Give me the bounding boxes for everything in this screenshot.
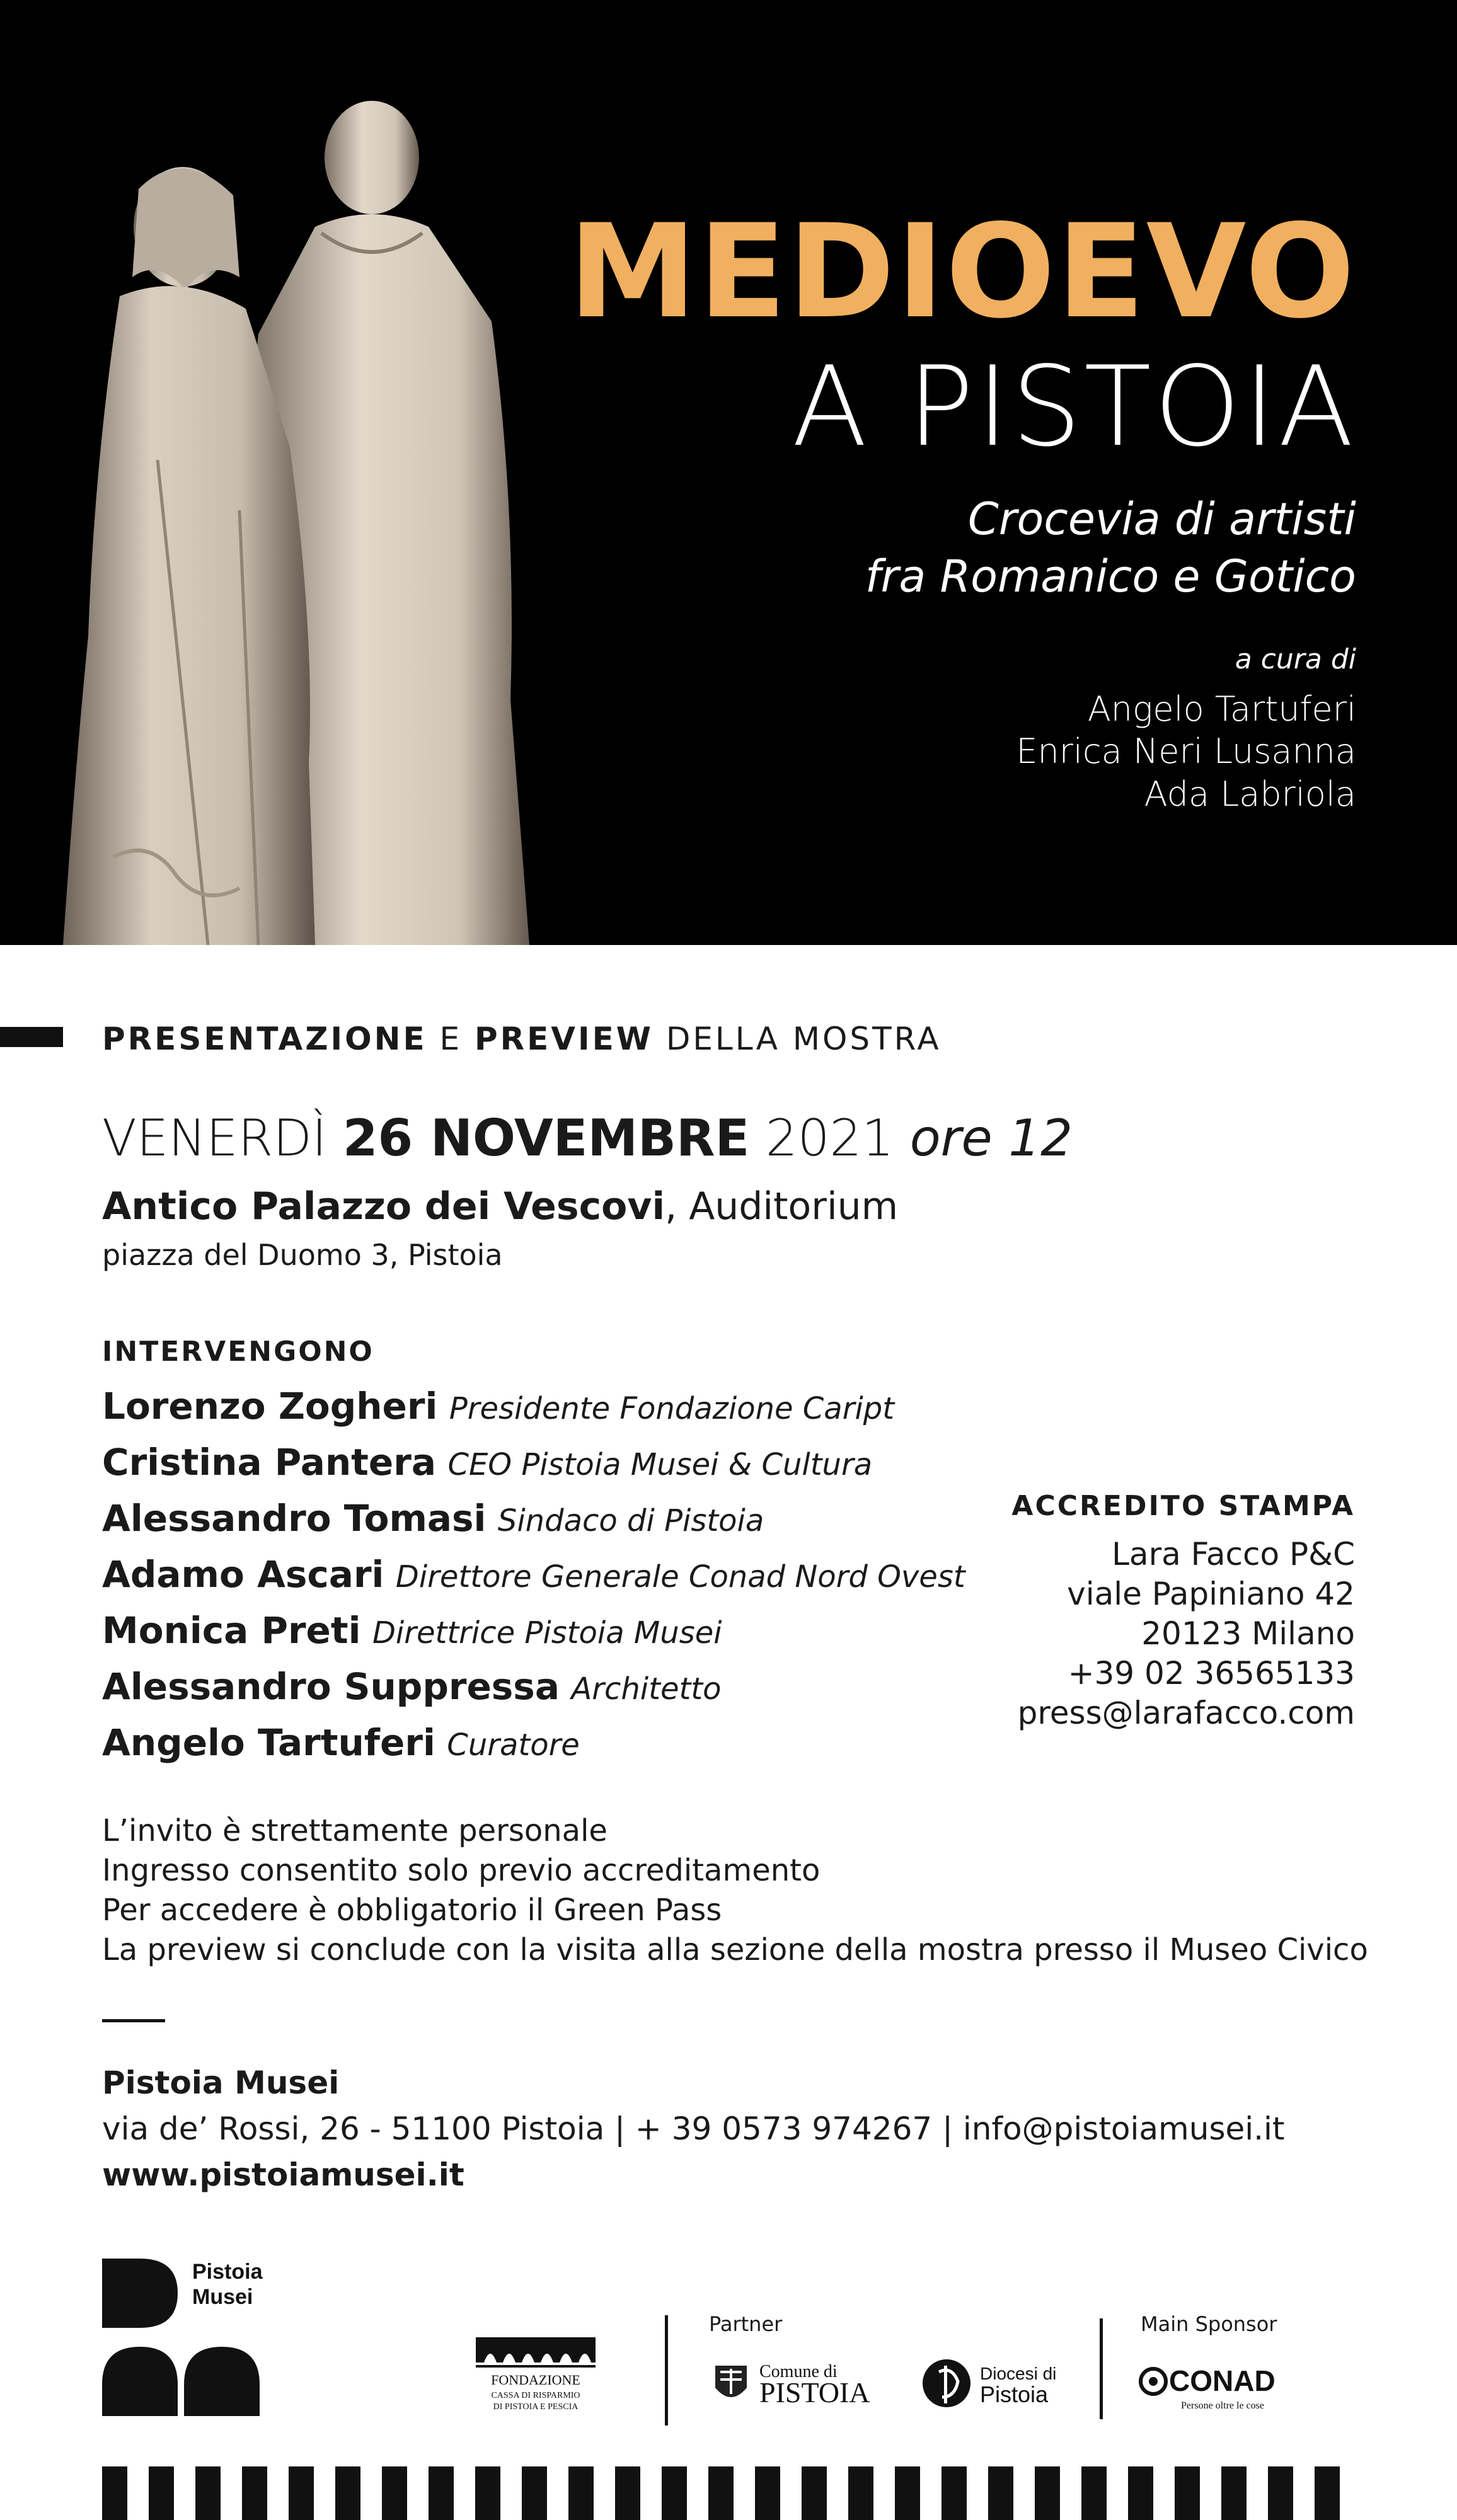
exhibition-title-line2: A PISTOIA <box>792 343 1356 471</box>
stripe <box>1128 2466 1153 2520</box>
press-email-link[interactable]: press@larafacco.com <box>1017 1695 1355 1731</box>
organizer-name: Pistoia Musei <box>102 2065 340 2101</box>
event-date <box>102 1109 1073 1167</box>
stripe <box>195 2466 221 2520</box>
event-year: 2021 <box>749 1109 910 1167</box>
stripe <box>475 2466 500 2520</box>
subtitle-line1: Crocevia di artisti <box>967 493 1356 545</box>
stripe <box>848 2466 873 2520</box>
stripe <box>1315 2466 1340 2520</box>
stripe <box>1081 2466 1107 2520</box>
speaker-row <box>102 1716 965 1772</box>
curators-list <box>568 688 1356 816</box>
note-line: Per accedere è obbligatorio il Green Pass <box>102 1893 722 1928</box>
section-marker <box>0 1027 63 1047</box>
comune-line2: PISTOIA <box>759 2376 870 2408</box>
stripe <box>755 2466 780 2520</box>
hero-banner <box>0 0 1457 945</box>
stripe <box>289 2466 314 2520</box>
speaker-name: Cristina Pantera <box>102 1441 436 1484</box>
conad-tagline: Persone oltre le cose <box>1181 2400 1264 2411</box>
stripe <box>802 2466 827 2520</box>
press-city: 20123 Milano <box>1141 1615 1355 1652</box>
venue-room: , Auditorium <box>665 1184 899 1228</box>
fondazione-line2: CASSA DI RISPARMIO <box>491 2391 580 2400</box>
main-sponsor-label: Main Sponsor <box>1141 2312 1277 2336</box>
press-agency: Lara Facco P&C <box>1112 1536 1355 1572</box>
decorative-stripes <box>102 2466 1356 2520</box>
fondazione-line1: FONDAZIONE <box>491 2372 580 2388</box>
speaker-role: Architetto <box>571 1671 722 1707</box>
diocesi-pistoia-logo <box>920 2353 1071 2413</box>
press-heading: ACCREDITO STAMPA <box>1011 1490 1355 1522</box>
event-heading <box>102 1021 942 1057</box>
speaker-role: Sindaco di Pistoia <box>497 1503 764 1538</box>
stripe <box>662 2466 687 2520</box>
comune-pistoia-logo <box>709 2353 898 2410</box>
speaker-row <box>102 1548 965 1604</box>
speaker-row <box>102 1436 965 1492</box>
speaker-name: Alessandro Tomasi <box>102 1497 487 1540</box>
website-link[interactable]: www.pistoiamusei.it <box>102 2156 464 2193</box>
pm-logo-line2: Musei <box>192 2285 253 2309</box>
curator-name: Enrica Neri Lusanna <box>1016 731 1356 772</box>
speaker-role: Curatore <box>447 1727 580 1763</box>
stripe <box>149 2466 174 2520</box>
conad-logo <box>1134 2359 1286 2416</box>
note-line: L’invito è strettamente personale <box>102 1813 608 1848</box>
speakers-heading: INTERVENGONO <box>102 1336 374 1368</box>
curated-by-label: a cura di <box>1235 643 1356 675</box>
diocesi-line2: Pistoia <box>980 2381 1049 2407</box>
speaker-role: Direttore Generale Conad Nord Ovest <box>395 1559 965 1595</box>
exhibition-subtitle <box>568 491 1356 605</box>
event-time: ore 12 <box>909 1109 1073 1167</box>
venue-name: Antico Palazzo dei Vescovi <box>102 1184 665 1228</box>
speaker-name: Adamo Ascari <box>102 1553 384 1596</box>
speaker-role: Direttrice Pistoia Musei <box>372 1615 722 1651</box>
exhibition-title: MEDIOEVO <box>568 197 1356 347</box>
stripe <box>615 2466 640 2520</box>
fondazione-line3: DI PISTOIA E PESCIA <box>493 2402 579 2412</box>
conad-name: CONAD <box>1169 2364 1276 2397</box>
stripe <box>335 2466 360 2520</box>
logo-divider <box>665 2315 668 2426</box>
curator-name: Ada Labriola <box>1144 774 1356 814</box>
speaker-row <box>102 1380 965 1436</box>
comune-line1: Comune di <box>759 2362 838 2381</box>
invitation-notes <box>102 1811 1368 1970</box>
stripe <box>102 2466 127 2520</box>
press-accreditation <box>1011 1490 1355 1733</box>
stripe <box>568 2466 594 2520</box>
speakers-list <box>102 1380 965 1772</box>
speaker-name: Lorenzo Zogheri <box>102 1385 438 1428</box>
note-line: La preview si conclude con la visita alla sezione della mostra presso il Museo Civico <box>102 1932 1368 1967</box>
stripe <box>382 2466 407 2520</box>
press-phone: +39 02 36565133 <box>1068 1655 1355 1692</box>
event-venue <box>102 1184 898 1228</box>
fondazione-caript-logo <box>473 2331 599 2419</box>
event-day: VENERDÌ <box>102 1109 343 1167</box>
stripe <box>1035 2466 1060 2520</box>
divider-rule <box>102 2019 165 2022</box>
subtitle-line2: fra Romanico e Gotico <box>865 550 1356 602</box>
note-line: Ingresso consentito solo previo accreditamento <box>102 1853 821 1888</box>
stripe <box>895 2466 920 2520</box>
stripe <box>708 2466 734 2520</box>
stripe <box>942 2466 967 2520</box>
organizer-info <box>102 2060 1285 2198</box>
diocesi-line1: Diocesi di <box>980 2364 1057 2383</box>
stripe <box>429 2466 454 2520</box>
event-address: piazza del Duomo 3, Pistoia <box>102 1238 503 1272</box>
speaker-row <box>102 1660 965 1716</box>
stripe <box>242 2466 267 2520</box>
press-street: viale Papiniano 42 <box>1067 1576 1355 1612</box>
partner-label: Partner <box>709 2312 783 2336</box>
stripe <box>1268 2466 1293 2520</box>
speaker-row <box>102 1492 965 1548</box>
stripe <box>988 2466 1013 2520</box>
speaker-role: Presidente Fondazione Caript <box>449 1391 895 1426</box>
stripe <box>522 2466 547 2520</box>
hero-text <box>568 197 1356 815</box>
heading-rest: DELLA MOSTRA <box>653 1021 942 1057</box>
speaker-row <box>102 1604 965 1660</box>
heading-preview: PREVIEW <box>475 1021 654 1057</box>
heading-conjunction: E <box>427 1021 475 1057</box>
curator-name: Angelo Tartuferi <box>1087 689 1356 729</box>
speaker-name: Monica Preti <box>102 1609 361 1652</box>
stripe <box>1175 2466 1200 2520</box>
statues-image <box>50 69 592 945</box>
speaker-role: CEO Pistoia Musei & Cultura <box>447 1447 873 1482</box>
event-date-bold: 26 NOVEMBRE <box>342 1109 750 1167</box>
logo-divider <box>1100 2318 1103 2419</box>
pm-logo-line1: Pistoia <box>192 2260 263 2284</box>
speaker-name: Angelo Tartuferi <box>102 1721 435 1764</box>
pistoia-musei-logo <box>102 2259 297 2416</box>
heading-presentazione: PRESENTAZIONE <box>102 1021 427 1057</box>
speaker-name: Alessandro Suppressa <box>102 1665 560 1708</box>
organizer-contact: via de’ Rossi, 26 - 51100 Pistoia | + 39 0573 974267 | info@pistoiamusei.it <box>102 2110 1285 2147</box>
stripe <box>1221 2466 1247 2520</box>
